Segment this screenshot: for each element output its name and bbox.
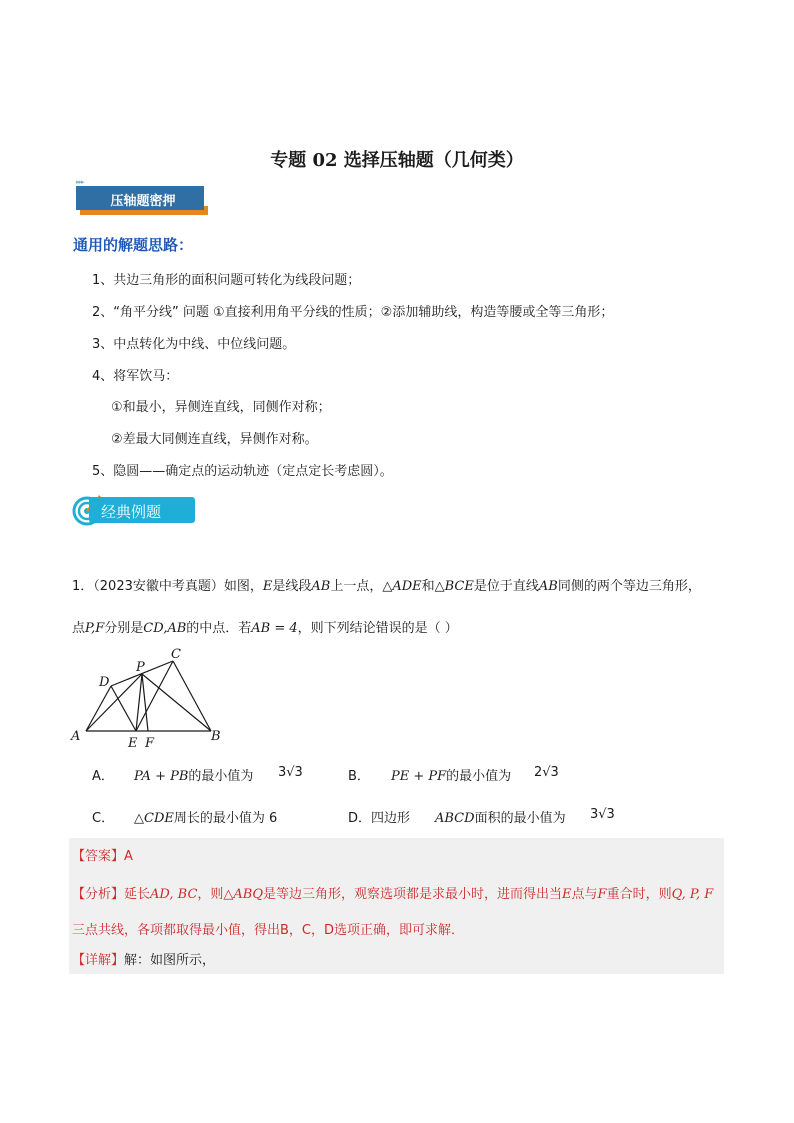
option-d-value: 3√3 [590, 807, 615, 822]
option-b [391, 765, 511, 784]
q2-pf: P,F [85, 621, 105, 636]
banner-label: 压轴题密押 [110, 194, 176, 209]
point-1: 1、共边三角形的面积问题可转化为线段问题； [92, 273, 361, 288]
q1-e: E [262, 579, 273, 594]
option-b-value: 2√3 [534, 765, 559, 780]
analysis-qpf: Q, P, F [671, 887, 714, 902]
question-line-2 [72, 617, 458, 636]
analysis-e: E [562, 887, 572, 902]
option-b-letter: B． [348, 769, 370, 784]
option-c-expr: CDE [144, 811, 174, 826]
label-p: P [136, 660, 145, 675]
q1-ab: AB [311, 579, 331, 594]
answer-value: A [124, 849, 133, 864]
q1-t5: 同侧的两个等边三角形， [557, 579, 701, 594]
q2-eq: AB = 4 [251, 621, 298, 636]
option-a-expr: PA + PB [134, 769, 189, 784]
label-d: D [99, 675, 110, 690]
point-5: 5、隐圆——确定点的运动轨迹（定点定长考虑圆）。 [92, 464, 393, 479]
option-d-expr: ABCD [435, 811, 475, 826]
label-a: A [71, 729, 81, 744]
q1-t3: 和△ [421, 579, 445, 594]
q2-t1: 分别是 [104, 621, 144, 636]
point-3: 3、中点转化为中线、中位线问题。 [92, 337, 296, 352]
option-d-text: 面积的最小值为 [474, 811, 566, 826]
analysis-abq: ABQ [233, 887, 263, 902]
q1-ab2: AB [538, 579, 558, 594]
q1-t1: 是线段 [272, 579, 312, 594]
examples-label: 经典例题 [101, 503, 162, 521]
q2-cdab: CD,AB [143, 621, 187, 636]
analysis-p1: 延长 [124, 887, 151, 902]
analysis-line-2: 三点共线，各项都取得最小值，得出B，C，D选项正确，即可求解． [72, 923, 465, 938]
answer-label: 【答案】 [72, 849, 125, 864]
option-b-expr: PE + PF [391, 769, 447, 784]
label-e: E [128, 736, 138, 751]
label-c: C [171, 647, 181, 662]
option-c-prefix: △ [134, 811, 144, 826]
detail-label: 【详解】 [72, 953, 125, 968]
q2-prefix: 点 [72, 621, 86, 636]
point-4: 4、将军饮马： [92, 369, 179, 384]
q1-t4: 是位于直线 [473, 579, 539, 594]
page-title: 专题 02 选择压轴题（几何类） [270, 150, 524, 171]
point-4a: ①和最小，异侧连直线，同侧作对称； [111, 400, 331, 415]
label-f: F [145, 736, 155, 751]
option-a [134, 765, 253, 784]
analysis-line-1 [72, 883, 713, 902]
q1-ade: ADE [392, 579, 422, 594]
analysis-label: 【分析】 [72, 887, 125, 902]
q1-bce: BCE [444, 579, 474, 594]
analysis-p3: 是等边三角形，观察选项都是求最小时，进而得出当 [263, 887, 563, 902]
analysis-p5: 重合时，则 [606, 887, 672, 902]
q2-t3: ，则下列结论错误的是（ ） [297, 621, 458, 636]
option-b-text: 的最小值为 [446, 769, 512, 784]
analysis-p2: ，则△ [197, 887, 234, 902]
analysis-p4: 点与 [571, 887, 598, 902]
option-c-text: 周长的最小值为 6 [173, 811, 278, 826]
option-a-value: 3√3 [278, 765, 303, 780]
q2-t2: 的中点．若 [186, 621, 252, 636]
geometry-figure [68, 643, 228, 751]
option-d [435, 807, 566, 826]
label-b: B [211, 729, 221, 744]
examples-banner [71, 493, 199, 527]
point-2: 2、“角平分线” 问题 ①直接利用角平分线的性质；②添加辅助线，构造等腰或全等三角形； [92, 305, 614, 320]
section-banner [74, 178, 208, 218]
q1-prefix: 1．（2023安徽中考真题）如图， [72, 579, 263, 594]
detail-line [72, 949, 215, 968]
point-4b: ②差最大同侧连直线，异侧作对称。 [111, 432, 318, 447]
banner-arrows-icon: ▸▸▸ [76, 178, 84, 186]
option-c [134, 807, 277, 826]
question-line-1 [72, 575, 701, 594]
section-heading: 通用的解题思路： [73, 236, 194, 254]
option-d-letter: D．四边形 [348, 811, 411, 826]
q1-t2: 上一点，△ [330, 579, 393, 594]
answer-line [72, 845, 133, 864]
option-a-letter: A． [92, 769, 114, 784]
option-a-text: 的最小值为 [188, 769, 254, 784]
analysis-f: F [597, 887, 607, 902]
detail-text: 解：如图所示， [124, 953, 216, 968]
option-c-letter: C． [92, 811, 115, 826]
analysis-seg: AD, BC [150, 887, 198, 902]
